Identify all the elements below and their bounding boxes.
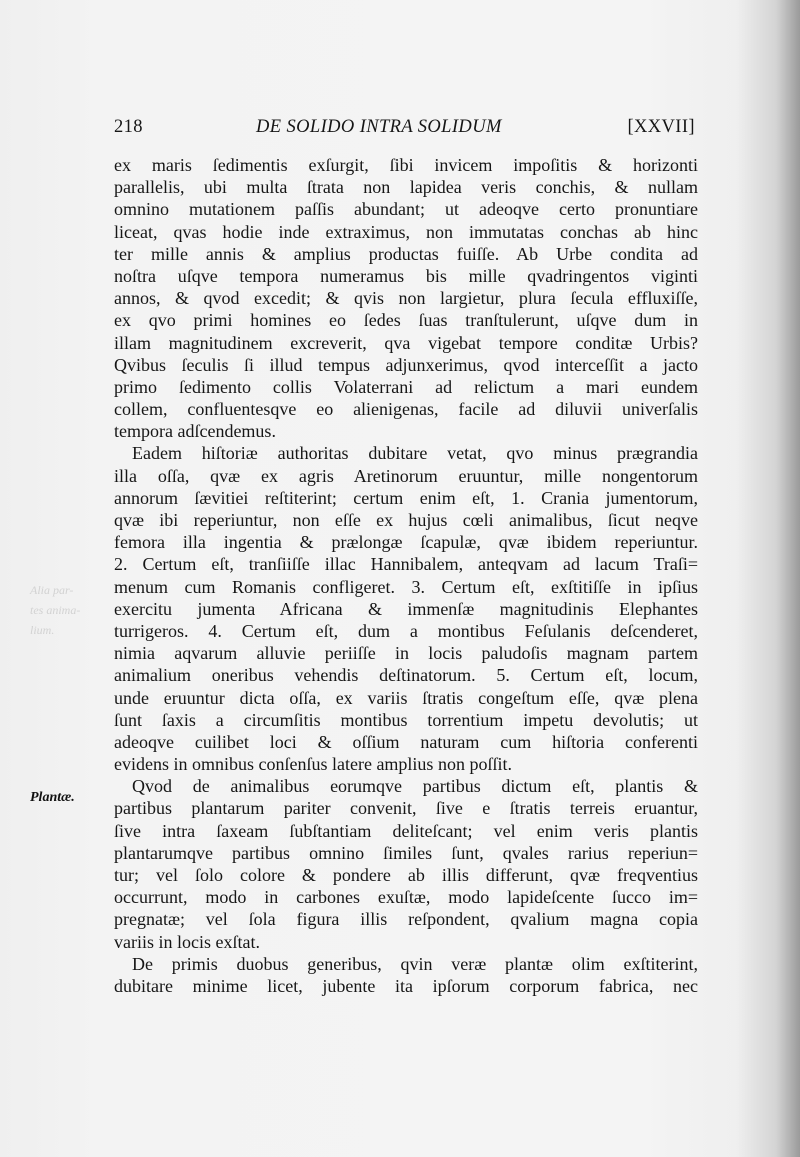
text-line: tempora adſcendemus. (114, 421, 276, 442)
text-line: omnino mutationem paſſis abundant; ut adeoqve certo pronuntiare (114, 199, 698, 220)
running-title: DE SOLIDO INTRA SOLIDUM (256, 117, 502, 137)
text-line: illa oſſa, qvæ ex agris Aretinorum eruuntur, mille nongentorum (114, 465, 698, 486)
section-number: [XXVII] (627, 117, 695, 137)
text-line: annos, & qvod excedit; & qvis non largietur, plura ſecula effluxiſſe, (114, 288, 698, 309)
show-through-line: lium. (30, 623, 55, 637)
text-line: turrigeros. 4. Certum eſt, dum a montibus Feſulanis deſcenderet, (114, 620, 698, 641)
text-line: annorum ſævitiei reſtiterint; certum enim eſt, 1. Crania jumentorum, (114, 487, 698, 508)
text-line: variis in locis exſtat. (114, 931, 260, 952)
text-line: liceat, qvas hodie inde extraximus, non immutatas conchas ab hinc (114, 221, 698, 242)
text-line: unde eruuntur dicta oſſa, ex variis ſtratis congeſtum eſſe, qvæ plena (114, 687, 698, 708)
text-line: dubitare minime licet, jubente ita ipſorum corporum fabrica, nec (114, 975, 698, 996)
show-through-line: Alia par- (30, 583, 74, 597)
running-head (110, 117, 695, 145)
show-through-margin-note (30, 580, 80, 640)
text-line: plantarumqve partibus omnino ſimiles ſunt, qvales rarius reperiun= (114, 842, 698, 863)
body-text (114, 154, 698, 997)
text-line: occurrunt, modo in carbones exuſtæ, modo lapideſcente ſucco im= (114, 887, 698, 908)
text-line: ter mille annis & amplius productas fuiſſe. Ab Urbe condita ad (114, 243, 698, 264)
text-line: De primis duobus generibus, qvin veræ plantæ olim exſtiterint, (132, 953, 698, 974)
text-line: tur; vel ſolo colore & pondere ab illis differunt, qvæ freqventius (114, 865, 698, 885)
text-line: evidens in omnibus conſenſus latere amplius non poſſit. (114, 754, 512, 775)
text-line: animalium oneribus vehendis deſtinatorum. 5. Certum eſt, locum, (114, 665, 698, 686)
text-line: nimia aqvarum alluvie periiſſe in locis paludoſis magnam partem (114, 643, 698, 664)
text-line: exercitu jumenta Africana & immenſæ magnitudinis Elephantes (114, 598, 698, 619)
text-line: ex maris ſedimentis exſurgit, ſibi invicem impoſitis & horizonti (114, 155, 698, 175)
margin-note: Plantæ. (30, 790, 75, 805)
text-line: ſunt ſaxis a circumſitis montibus torrentium impetu devolutis; ut (114, 709, 698, 730)
text-line: collem, confluentesqve eo alienigenas, facile ad diluvii univerſalis (114, 399, 698, 420)
text-line: pregnatæ; vel ſola figura illis reſpondent, qvalium magna copia (114, 909, 698, 930)
text-line: Eadem hiſtoriæ authoritas dubitare vetat, qvo minus prægrandia (132, 443, 698, 464)
text-line: adeoqve cuilibet loci & oſſium naturam cum hiſtoria conferenti (114, 731, 698, 752)
text-line: primo ſedimento collis Volaterrani ad relictum a mari eundem (114, 376, 698, 397)
text-line: ſive intra ſaxeam ſubſtantiam deliteſcant; vel enim veris plantis (114, 820, 698, 841)
text-line: partibus plantarum pariter convenit, ſive e ſtratis terreis eruantur, (114, 798, 698, 819)
page-number: 218 (114, 117, 143, 137)
text-line: noſtra uſqve tempora numeramus bis mille qvadringentos viginti (114, 265, 698, 286)
text-line: Qvibus ſeculis ſi illud tempus adjunxerimus, qvod interceſſit a jacto (114, 354, 698, 375)
text-line: qvæ ibi reperiuntur, non eſſe ex hujus cœli animalibus, ſicut neqve (114, 510, 698, 530)
text-line: femora illa ingentia & prælongæ ſcapulæ, qvæ ibidem reperiuntur. (114, 532, 698, 553)
text-line: 2. Certum eſt, tranſiiſſe illac Hannibalem, anteqvam ad lacum Traſi= (114, 554, 698, 575)
text-line: ex qvo primi homines eo ſedes ſuas tranſtulerunt, uſqve dum in (114, 310, 698, 331)
show-through-line: tes anima- (30, 603, 81, 617)
text-line: menum cum Romanis confligeret. 3. Certum eſt, exſtitiſſe in ipſius (114, 576, 698, 597)
text-line: Qvod de animalibus eorumqve partibus dictum eſt, plantis & (132, 776, 698, 797)
text-line: parallelis, ubi multa ſtrata non lapidea veris conchis, & nullam (114, 177, 698, 198)
text-line: illam magnitudinem excreverit, qva vigebat tempore conditæ Urbis? (114, 332, 698, 353)
